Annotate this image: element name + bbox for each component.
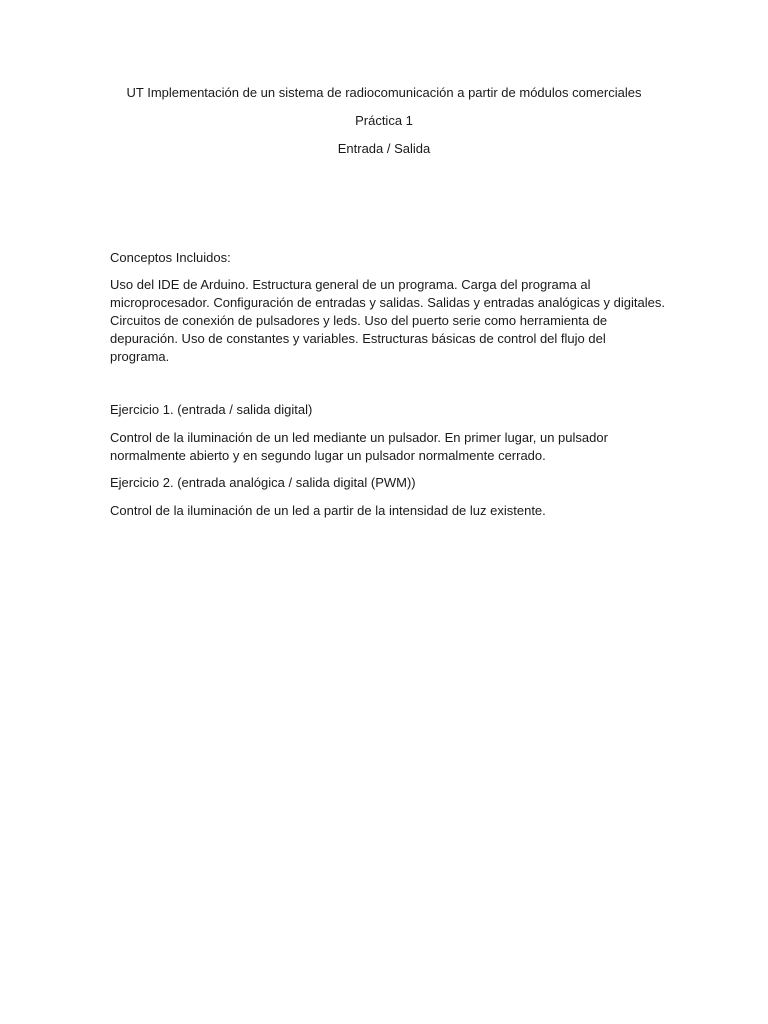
exercise-2-title: Ejercicio 2. (entrada analógica / salida digital (PWM)) xyxy=(110,475,416,490)
concepts-line: Circuitos de conexión de pulsadores y leds. Uso del puerto serie como herramienta de xyxy=(110,313,608,328)
practice-label: Práctica 1 xyxy=(355,113,413,128)
document-title: UT Implementación de un sistema de radiocomunicación a partir de módulos comerciales xyxy=(126,85,642,100)
topic-label: Entrada / Salida xyxy=(337,141,431,156)
concepts-line: programa. xyxy=(110,349,170,364)
concepts-line: depuración. Uso de constantes y variables. Estructuras básicas de control del flujo del xyxy=(110,331,606,346)
concepts-line: microprocesador. Configuración de entradas y salidas. Salidas y entradas analógicas y digitales. xyxy=(110,295,665,310)
exercise-2-line: Control de la iluminación de un led a partir de la intensidad de luz existente. xyxy=(110,503,546,518)
concepts-line: Uso del IDE de Arduino. Estructura general de un programa. Carga del programa al xyxy=(110,277,591,292)
exercise-1-line: normalmente abierto y en segundo lugar un pulsador normalmente cerrado. xyxy=(110,448,546,463)
concepts-heading: Conceptos Incluidos: xyxy=(110,250,231,265)
exercise-1-line: Control de la iluminación de un led mediante un pulsador. En primer lugar, un pulsador xyxy=(110,430,608,445)
exercise-1-title: Ejercicio 1. (entrada / salida digital) xyxy=(110,402,313,417)
